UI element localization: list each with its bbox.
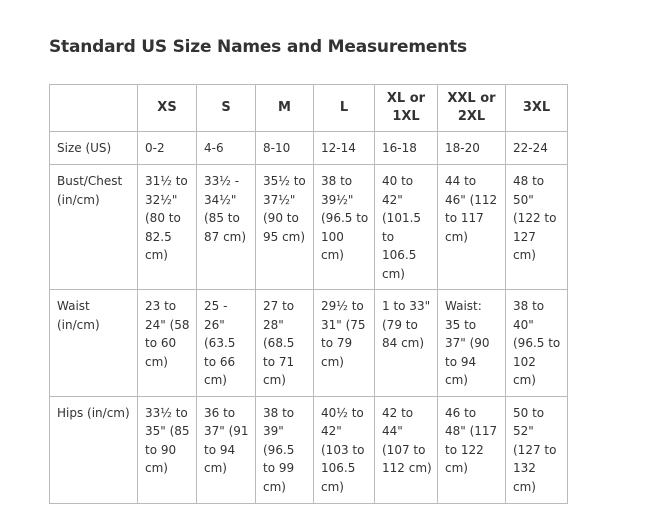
column-header-l: L <box>314 85 375 132</box>
table-cell: 36 to 37" (91 to 94 cm) <box>197 396 256 503</box>
row-label: Hips (in/cm) <box>50 396 138 503</box>
row-label: Waist (in/cm) <box>50 290 138 397</box>
table-cell: 18-20 <box>438 132 506 165</box>
table-row <box>50 165 568 290</box>
table-cell: 38 to 39" (96.5 to 99 cm) <box>256 396 314 503</box>
table-cell: 23 to 24" (58 to 60 cm) <box>138 290 197 397</box>
table-cell: 8-10 <box>256 132 314 165</box>
table-row <box>50 132 568 165</box>
table-cell: 33½ to 35" (85 to 90 cm) <box>138 396 197 503</box>
table-row <box>50 396 568 503</box>
table-cell: 38 to 40" (96.5 to 102 cm) <box>506 290 568 397</box>
table-cell: 40 to 42" (101.5 to 106.5 cm) <box>375 165 438 290</box>
table-cell: 42 to 44" (107 to 112 cm) <box>375 396 438 503</box>
row-label: Bust/Chest (in/cm) <box>50 165 138 290</box>
table-cell: Waist: 35 to 37" (90 to 94 cm) <box>438 290 506 397</box>
table-cell: 0-2 <box>138 132 197 165</box>
table-cell: 25 - 26" (63.5 to 66 cm) <box>197 290 256 397</box>
table-cell: 38 to 39½" (96.5 to 100 cm) <box>314 165 375 290</box>
table-cell: 44 to 46" (112 to 117 cm) <box>438 165 506 290</box>
column-header-xxl: XXL or 2XL <box>438 85 506 132</box>
table-cell: 31½ to 32½" (80 to 82.5 cm) <box>138 165 197 290</box>
table-header-row <box>50 85 568 132</box>
column-header-m: M <box>256 85 314 132</box>
column-header-empty <box>50 85 138 132</box>
table-cell: 46 to 48" (117 to 122 cm) <box>438 396 506 503</box>
column-header-3xl: 3XL <box>506 85 568 132</box>
table-cell: 29½ to 31" (75 to 79 cm) <box>314 290 375 397</box>
column-header-xl: XL or 1XL <box>375 85 438 132</box>
table-cell: 1 to 33" (79 to 84 cm) <box>375 290 438 397</box>
table-cell: 4-6 <box>197 132 256 165</box>
row-label: Size (US) <box>50 132 138 165</box>
table-row <box>50 290 568 397</box>
table-cell: 22-24 <box>506 132 568 165</box>
table-cell: 35½ to 37½" (90 to 95 cm) <box>256 165 314 290</box>
table-cell: 48 to 50" (122 to 127 cm) <box>506 165 568 290</box>
table-cell: 16-18 <box>375 132 438 165</box>
column-header-s: S <box>197 85 256 132</box>
table-cell: 33½ - 34½" (85 to 87 cm) <box>197 165 256 290</box>
table-cell: 50 to 52" (127 to 132 cm) <box>506 396 568 503</box>
table-cell: 27 to 28" (68.5 to 71 cm) <box>256 290 314 397</box>
table-cell: 12-14 <box>314 132 375 165</box>
table-cell: 40½ to 42" (103 to 106.5 cm) <box>314 396 375 503</box>
size-table <box>49 84 568 504</box>
page-title: Standard US Size Names and Measurements <box>49 37 467 57</box>
column-header-xs: XS <box>138 85 197 132</box>
